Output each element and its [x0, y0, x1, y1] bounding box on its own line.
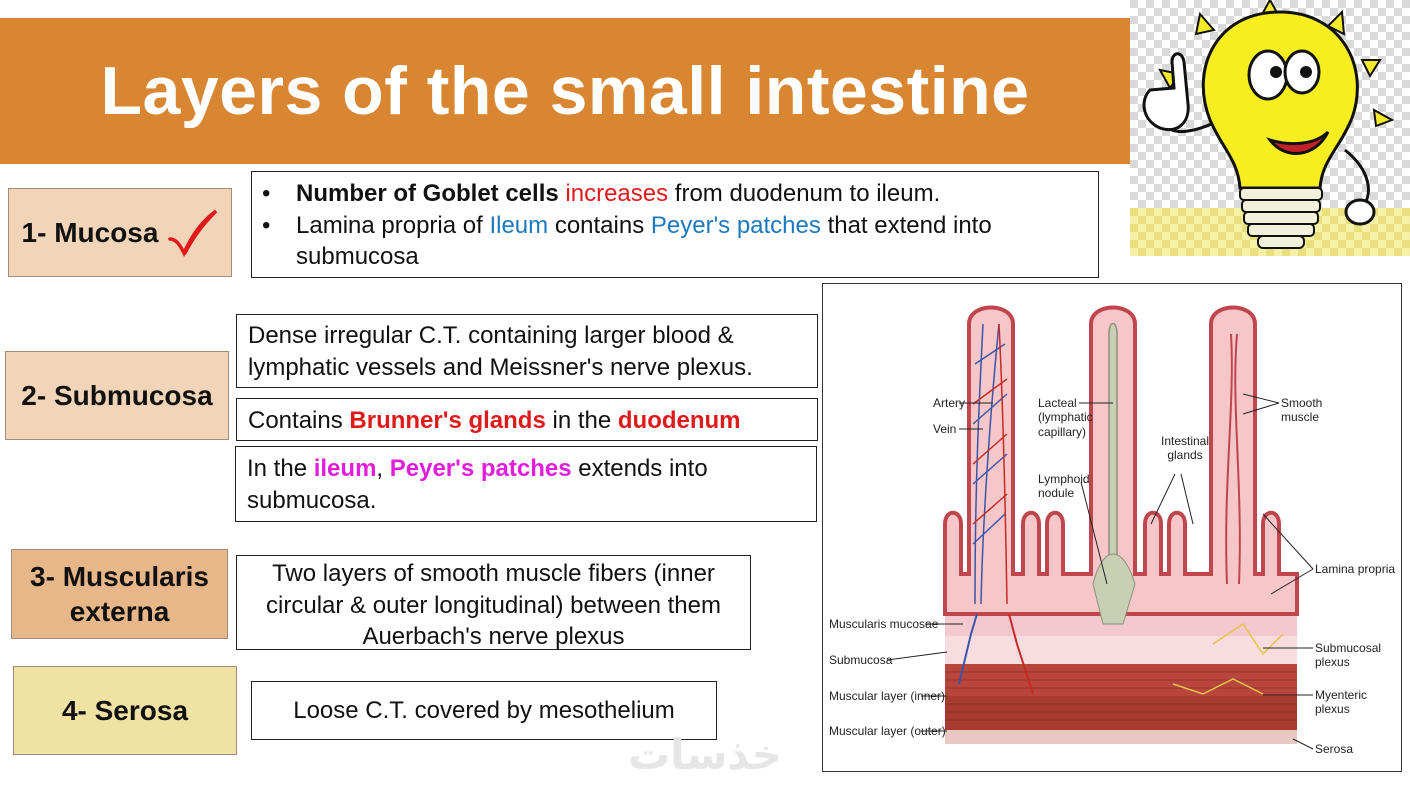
muscularis-label: 3- Muscularis externa [30, 561, 209, 627]
diagram-label-myenteric-plexus: Myenteric plexus [1315, 688, 1368, 717]
muscularis-label-box [11, 549, 228, 639]
diagram-label-smooth-muscle: Smooth muscle [1281, 396, 1323, 425]
lamina-propria-bullet: • Lamina propria of Ileum contains Peyer's patches that extend into submucosa [252, 210, 1088, 273]
diagram-label-lymphoid-nodule: Lymphoid nodule [1038, 472, 1090, 501]
submucosa-label-box [5, 351, 229, 440]
mucosa-label: 1- Mucosa [21, 217, 159, 248]
submucosa-description-2: Contains Brunner's glands in the duodenum [236, 398, 818, 441]
diagram-label-submucosal-plexus: Submucosal plexus [1315, 641, 1382, 670]
lightbulb-mascot-image [1130, 0, 1410, 256]
diagram-label-muscular-outer: Muscular layer (outer) [829, 724, 946, 738]
submucosa-description-1: Dense irregular C.T. containing larger blood & lymphatic vessels and Meissner's nerve plexus. [236, 314, 818, 388]
diagram-label-lamina-propria: Lamina propria [1315, 562, 1396, 576]
muscularis-description: Two layers of smooth muscle fibers (inner circular & outer longitudinal) between them Auerbach's nerve plexus [236, 555, 751, 650]
diagram-label-intestinal-glands: Intestinal glands [1160, 434, 1210, 463]
submucosa-label: 2- Submucosa [21, 380, 213, 411]
checkmark-icon [166, 209, 218, 257]
submucosa-description-3: In the ileum, Peyer's patches extends into submucosa. [235, 446, 817, 522]
diagram-label-submucosa: Submucosa [829, 653, 893, 667]
diagram-label-muscularis-mucosae: Muscularis mucosae [829, 617, 939, 631]
diagram-label-lacteal: Lacteal (lymphatic capillary) [1038, 396, 1093, 439]
serosa-label: 4- Serosa [61, 695, 189, 726]
watermark: خذسات [628, 730, 782, 779]
diagram-label-vein: Vein [933, 422, 957, 436]
goblet-cells-bullet: • Number of Goblet cells increases from duodenum to ileum. [252, 178, 1088, 210]
serosa-label-box [13, 666, 237, 755]
diagram-label-artery: Artery [933, 396, 966, 410]
diagram-label-muscular-inner: Muscular layer (inner) [829, 689, 946, 703]
mucosa-description [251, 171, 1099, 278]
serosa-description: Loose C.T. covered by mesothelium [251, 681, 717, 740]
page-title: Layers of the small intestine [100, 53, 1030, 129]
small-intestine-wall-diagram [822, 283, 1402, 772]
mucosa-label-box [8, 188, 232, 277]
diagram-label-serosa: Serosa [1315, 742, 1354, 756]
